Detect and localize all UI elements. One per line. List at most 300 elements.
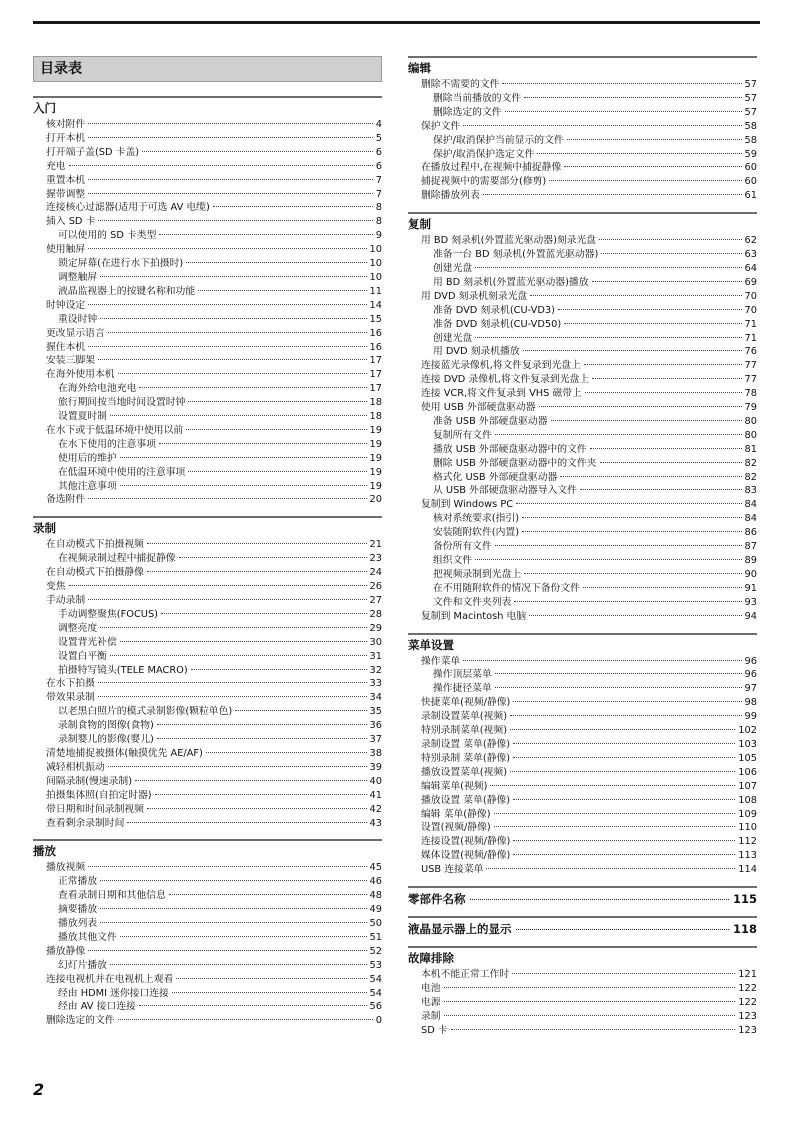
toc-entry-page: 16 bbox=[369, 341, 382, 353]
toc-entry-page: 77 bbox=[744, 374, 757, 386]
toc-entry-page: 99 bbox=[744, 711, 757, 723]
toc-entry[interactable] bbox=[408, 234, 757, 248]
toc-entry[interactable] bbox=[408, 332, 757, 346]
leader-dots bbox=[169, 894, 367, 895]
toc-entry[interactable] bbox=[408, 78, 757, 92]
toc-entry[interactable] bbox=[408, 484, 757, 498]
toc-entry-page: 122 bbox=[738, 982, 757, 994]
toc-major-entry[interactable] bbox=[408, 921, 757, 937]
toc-entry[interactable] bbox=[33, 410, 382, 424]
toc-entry-page: 17 bbox=[369, 383, 382, 395]
toc-entry[interactable] bbox=[408, 696, 757, 710]
toc-entry[interactable] bbox=[408, 1010, 757, 1024]
toc-entry-title: 捕捉视频中的需要部分(修剪) bbox=[421, 176, 547, 188]
section-heading: 播放 bbox=[33, 844, 56, 859]
toc-entry-page: 33 bbox=[369, 678, 382, 690]
toc-entry[interactable] bbox=[408, 668, 757, 682]
leader-dots bbox=[179, 557, 367, 558]
toc-entry[interactable] bbox=[33, 299, 382, 313]
toc-entry-title: 准备 DVD 刻录机(CU-VD50) bbox=[433, 318, 562, 330]
toc-entry[interactable] bbox=[33, 664, 382, 678]
toc-entry-page: 57 bbox=[744, 92, 757, 104]
leader-dots bbox=[110, 964, 367, 965]
toc-entry-title: 保护/取消保护选定文件 bbox=[433, 148, 535, 160]
toc-entry[interactable] bbox=[408, 248, 757, 262]
toc-entry[interactable] bbox=[408, 968, 757, 982]
toc-entry[interactable] bbox=[33, 917, 382, 931]
toc-entry[interactable] bbox=[33, 452, 382, 466]
leader-dots bbox=[88, 346, 366, 347]
leader-dots bbox=[513, 701, 741, 702]
toc-entry-title: 录制婴儿的影像(婴儿) bbox=[58, 734, 154, 746]
toc-entry-title: 设置夏时制 bbox=[58, 411, 107, 423]
toc-entry-page: 84 bbox=[744, 499, 757, 511]
section-rule bbox=[408, 633, 757, 635]
toc-entry[interactable] bbox=[408, 996, 757, 1010]
toc-entry[interactable] bbox=[33, 160, 382, 174]
left-sections bbox=[33, 96, 382, 1028]
big-entries bbox=[408, 886, 757, 937]
toc-entry-title: 以老黑白照片的模式录制影像(颗粒单色) bbox=[58, 706, 233, 718]
toc-entry[interactable] bbox=[408, 738, 757, 752]
toc-entry[interactable] bbox=[33, 789, 382, 803]
toc-entry[interactable] bbox=[408, 582, 757, 596]
toc-entry-page: 43 bbox=[369, 817, 382, 829]
toc-entry-title: 连接 VCR,将文件复录到 VHS 磁带上 bbox=[421, 388, 582, 400]
toc-entry-title: 备份所有文件 bbox=[433, 541, 492, 553]
toc-entry[interactable] bbox=[33, 677, 382, 691]
leader-dots bbox=[88, 950, 366, 951]
leader-dots bbox=[470, 899, 729, 900]
toc-entry-title: 幻灯片播放 bbox=[58, 959, 107, 971]
toc-entry[interactable] bbox=[408, 540, 757, 554]
toc-entry[interactable] bbox=[33, 959, 382, 973]
toc-section bbox=[408, 212, 757, 623]
toc-entry-title: 在水下或于低温环境中使用以前 bbox=[46, 424, 184, 436]
toc-entry-page: 18 bbox=[369, 397, 382, 409]
toc-entry[interactable] bbox=[408, 1024, 757, 1038]
toc-entry[interactable] bbox=[33, 552, 382, 566]
leader-dots bbox=[475, 337, 741, 338]
toc-entry[interactable] bbox=[408, 512, 757, 526]
toc-entry-page: 38 bbox=[369, 747, 382, 759]
toc-entry-page: 39 bbox=[369, 761, 382, 773]
toc-entry-page: 87 bbox=[744, 541, 757, 553]
toc-entry-title: 播放视频 bbox=[46, 862, 86, 874]
toc-entry[interactable] bbox=[33, 1014, 382, 1028]
toc-entry[interactable] bbox=[33, 650, 382, 664]
toc-entry[interactable] bbox=[33, 747, 382, 761]
section-heading: 复制 bbox=[408, 217, 431, 232]
toc-entry-title: 复制到 Macintosh 电脑 bbox=[421, 610, 527, 622]
toc-entry-title: 在视频录制过程中捕捉静像 bbox=[58, 553, 176, 565]
toc-section bbox=[33, 516, 382, 830]
toc-entry[interactable] bbox=[33, 146, 382, 160]
leader-dots bbox=[495, 434, 742, 435]
toc-entry[interactable] bbox=[33, 285, 382, 299]
leader-dots bbox=[88, 866, 366, 867]
leader-dots bbox=[159, 443, 367, 444]
toc-entry-page: 4 bbox=[375, 119, 382, 130]
toc-entry[interactable] bbox=[33, 354, 382, 368]
toc-entry[interactable] bbox=[33, 622, 382, 636]
leader-dots bbox=[139, 1005, 367, 1006]
leader-dots bbox=[585, 392, 742, 393]
toc-section bbox=[408, 946, 757, 1038]
toc-entry[interactable] bbox=[33, 229, 382, 243]
toc-entry-title: 握住本机 bbox=[46, 341, 86, 353]
toc-entry[interactable] bbox=[408, 290, 757, 304]
toc-entry[interactable] bbox=[408, 443, 757, 457]
leader-dots bbox=[159, 234, 372, 235]
toc-entry[interactable] bbox=[33, 382, 382, 396]
toc-entry-title: 特别录制菜单(视频) bbox=[421, 725, 508, 737]
toc-entry[interactable] bbox=[33, 368, 382, 382]
toc-entry-page: 97 bbox=[744, 683, 757, 695]
toc-entry[interactable] bbox=[408, 794, 757, 808]
toc-entry-page: 76 bbox=[744, 346, 757, 358]
toc-entry-page: 45 bbox=[369, 862, 382, 874]
leader-dots bbox=[172, 992, 367, 993]
toc-entry-title: 操作顶层菜单 bbox=[433, 669, 492, 681]
toc-entry-title: 在自动模式下拍摄视频 bbox=[46, 539, 144, 551]
leader-dots bbox=[592, 378, 741, 379]
toc-entry[interactable] bbox=[408, 120, 757, 134]
toc-entry-page: 52 bbox=[369, 945, 382, 957]
toc-entry-title: 文件和文件夹列表 bbox=[433, 596, 512, 608]
toc-entry-page: 19 bbox=[369, 466, 382, 478]
toc-entry-title: 在水下使用的注意事项 bbox=[58, 438, 156, 450]
toc-entry[interactable] bbox=[408, 373, 757, 387]
toc-entry-page: 37 bbox=[369, 734, 382, 746]
toc-entry[interactable] bbox=[408, 752, 757, 766]
toc-entry-title: 其他注意事项 bbox=[58, 480, 117, 492]
toc-entry-page: 90 bbox=[744, 568, 757, 580]
leader-dots bbox=[191, 669, 367, 670]
toc-entry-title: 核对附件 bbox=[46, 119, 86, 130]
leader-dots bbox=[523, 350, 742, 351]
toc-entry-page: 56 bbox=[369, 1001, 382, 1013]
toc-entry[interactable] bbox=[33, 466, 382, 480]
leader-dots bbox=[198, 290, 366, 291]
leader-dots bbox=[502, 83, 741, 84]
toc-entry[interactable] bbox=[408, 655, 757, 669]
toc-entry[interactable] bbox=[408, 471, 757, 485]
leader-dots bbox=[524, 97, 741, 98]
toc-entry-page: 77 bbox=[744, 360, 757, 372]
toc-entry[interactable] bbox=[408, 387, 757, 401]
leader-dots bbox=[127, 822, 366, 823]
toc-entry[interactable] bbox=[33, 118, 382, 132]
toc-entry-title: 重设时钟 bbox=[58, 313, 98, 325]
leader-dots bbox=[539, 406, 742, 407]
toc-entry[interactable] bbox=[408, 780, 757, 794]
toc-entry-title: 使用触屏 bbox=[46, 244, 86, 256]
toc-entry[interactable] bbox=[33, 733, 382, 747]
leader-dots bbox=[120, 485, 367, 486]
toc-entry[interactable] bbox=[408, 554, 757, 568]
toc-entry[interactable] bbox=[408, 429, 757, 443]
toc-entry-page: 30 bbox=[369, 636, 382, 648]
toc-entry-page: 18 bbox=[369, 411, 382, 423]
toc-entry-page: 60 bbox=[744, 176, 757, 188]
toc-entry-title: 正常播放 bbox=[58, 876, 98, 888]
toc-entry-page: 91 bbox=[744, 582, 757, 594]
leader-dots bbox=[120, 641, 367, 642]
leader-dots bbox=[514, 601, 741, 602]
toc-entry[interactable] bbox=[408, 401, 757, 415]
toc-entry-title: 调整亮度 bbox=[58, 622, 98, 634]
toc-entry-page: 109 bbox=[738, 808, 757, 820]
leader-dots bbox=[495, 687, 742, 688]
toc-entry[interactable] bbox=[408, 863, 757, 877]
toc-entry-page: 78 bbox=[744, 388, 757, 400]
toc-entry-title: 用 DVD 刻录机刻录光盘 bbox=[421, 290, 528, 302]
toc-entry-title: 握带调整 bbox=[46, 188, 86, 200]
toc-entry[interactable] bbox=[408, 808, 757, 822]
toc-entry-page: 107 bbox=[738, 780, 757, 792]
leader-dots bbox=[551, 420, 742, 421]
toc-entry[interactable] bbox=[33, 327, 382, 341]
toc-entry[interactable] bbox=[33, 903, 382, 917]
toc-entry[interactable] bbox=[408, 262, 757, 276]
toc-entry-page: 80 bbox=[744, 429, 757, 441]
toc-entry-title: 在低温环境中使用的注意事项 bbox=[58, 466, 186, 478]
toc-entry-title: 删除不需要的文件 bbox=[421, 79, 500, 90]
toc-section bbox=[408, 916, 757, 937]
toc-entry-title: 编辑 菜单(静像) bbox=[421, 808, 491, 820]
toc-entry[interactable] bbox=[408, 161, 757, 175]
toc-entry[interactable] bbox=[408, 345, 757, 359]
toc-entry[interactable] bbox=[33, 201, 382, 215]
toc-entry[interactable] bbox=[33, 580, 382, 594]
toc-entry-page: 20 bbox=[369, 494, 382, 506]
toc-entry-page: 57 bbox=[744, 79, 757, 90]
toc-entry[interactable] bbox=[33, 761, 382, 775]
toc-entry[interactable] bbox=[408, 724, 757, 738]
toc-entry[interactable] bbox=[408, 415, 757, 429]
toc-entry-page: 113 bbox=[738, 850, 757, 862]
toc-entry[interactable] bbox=[33, 424, 382, 438]
toc-entry-title: 液晶监视器上的按键名称和功能 bbox=[58, 285, 196, 297]
toc-entry[interactable] bbox=[33, 817, 382, 831]
toc-entry-title: 保护文件 bbox=[421, 120, 461, 132]
toc-entry[interactable] bbox=[408, 175, 757, 189]
toc-entry[interactable] bbox=[33, 566, 382, 580]
toc-entry[interactable] bbox=[408, 304, 757, 318]
toc-entry-title: 设置(视频/静像) bbox=[421, 822, 491, 834]
toc-entry-page: 103 bbox=[738, 738, 757, 750]
toc-entry[interactable] bbox=[33, 705, 382, 719]
leader-dots bbox=[108, 766, 367, 767]
toc-entry[interactable] bbox=[408, 498, 757, 512]
toc-entry[interactable] bbox=[408, 189, 757, 203]
toc-entry-title: 旅行期间按当地时间设置时钟 bbox=[58, 397, 186, 409]
toc-entry[interactable] bbox=[33, 691, 382, 705]
toc-entry[interactable] bbox=[33, 271, 382, 285]
leader-dots bbox=[69, 165, 373, 166]
toc-entry-title: 查看录制日期和其他信息 bbox=[58, 890, 166, 902]
toc-entry[interactable] bbox=[408, 849, 757, 863]
toc-entry-title: 删除当前播放的文件 bbox=[433, 92, 522, 104]
toc-entry-page: 79 bbox=[744, 402, 757, 414]
toc-entry[interactable] bbox=[408, 359, 757, 373]
toc-major-entry[interactable] bbox=[408, 891, 757, 907]
toc-entry-title: 删除选定的文件 bbox=[46, 1015, 115, 1027]
toc-entry[interactable] bbox=[408, 710, 757, 724]
leader-dots bbox=[98, 359, 367, 360]
toc-entry-page: 19 bbox=[369, 452, 382, 464]
toc-entry[interactable] bbox=[33, 480, 382, 494]
toc-entry-page: 82 bbox=[744, 471, 757, 483]
toc-entry[interactable] bbox=[408, 835, 757, 849]
toc-entry-title: 把视频录制到光盘上 bbox=[433, 568, 522, 580]
toc-entry-page: 98 bbox=[744, 697, 757, 709]
toc-entry[interactable] bbox=[33, 889, 382, 903]
toc-entry[interactable] bbox=[33, 608, 382, 622]
leader-dots bbox=[584, 364, 742, 365]
leader-dots bbox=[88, 123, 373, 124]
toc-section bbox=[408, 886, 757, 907]
toc-entry[interactable] bbox=[33, 215, 382, 229]
leader-dots bbox=[463, 125, 741, 126]
right-sections bbox=[408, 56, 757, 877]
toc-entry-title: 零部件名称 bbox=[408, 892, 466, 907]
toc-entry-title: 删除选定的文件 bbox=[433, 106, 502, 118]
toc-entry[interactable] bbox=[33, 396, 382, 410]
toc-entry-title: 编辑菜单(视频) bbox=[421, 780, 488, 792]
toc-entry[interactable] bbox=[408, 568, 757, 582]
toc-entry[interactable] bbox=[33, 257, 382, 271]
toc-entry[interactable] bbox=[408, 610, 757, 624]
toc-entry-title: 打开端子盖(SD 卡盖) bbox=[46, 146, 140, 158]
toc-entry-title: 保护/取消保护当前显示的文件 bbox=[433, 134, 564, 146]
toc-entry[interactable] bbox=[33, 775, 382, 789]
leader-dots bbox=[592, 281, 742, 282]
toc-entry[interactable] bbox=[408, 766, 757, 780]
toc-entry[interactable] bbox=[33, 636, 382, 650]
toc-entry-page: 10 bbox=[369, 271, 382, 283]
toc-section bbox=[408, 56, 757, 203]
toc-entry[interactable] bbox=[33, 719, 382, 733]
toc-entry[interactable] bbox=[33, 538, 382, 552]
leader-dots bbox=[583, 587, 742, 588]
toc-entry-page: 36 bbox=[369, 720, 382, 732]
toc-entry-page: 106 bbox=[738, 766, 757, 778]
leader-dots bbox=[600, 462, 742, 463]
toc-entry-page: 64 bbox=[744, 262, 757, 274]
leader-dots bbox=[475, 559, 741, 560]
toc-entry[interactable] bbox=[33, 973, 382, 987]
toc-entry-page: 112 bbox=[738, 836, 757, 848]
leader-dots bbox=[601, 253, 741, 254]
toc-entry-page: 17 bbox=[369, 355, 382, 367]
toc-entry-title: 拍摄特写镜头(TELE MACRO) bbox=[58, 664, 188, 676]
toc-entry[interactable] bbox=[408, 682, 757, 696]
toc-entry[interactable] bbox=[33, 188, 382, 202]
leader-dots bbox=[524, 573, 741, 574]
leader-dots bbox=[513, 757, 735, 758]
toc-entry-title: 录制设置 菜单(静像) bbox=[421, 738, 511, 750]
leader-dots bbox=[513, 840, 735, 841]
toc-entry[interactable] bbox=[33, 875, 382, 889]
toc-entry[interactable] bbox=[408, 148, 757, 162]
toc-entry[interactable] bbox=[408, 526, 757, 540]
toc-entry[interactable] bbox=[33, 132, 382, 146]
leader-dots bbox=[88, 179, 373, 180]
toc-entry-page: 46 bbox=[369, 876, 382, 888]
toc-entry[interactable] bbox=[408, 106, 757, 120]
toc-entry[interactable] bbox=[33, 931, 382, 945]
toc-entry-title: 使用后的维护 bbox=[58, 452, 117, 464]
toc-entry-title: 删除播放列表 bbox=[421, 190, 480, 202]
leader-dots bbox=[186, 429, 366, 430]
toc-entry[interactable] bbox=[408, 276, 757, 290]
toc-entry-page: 29 bbox=[369, 622, 382, 634]
toc-entry-page: 8 bbox=[375, 202, 382, 214]
toc-entry-page: 17 bbox=[369, 369, 382, 381]
toc-entry-title: 在播放过程中,在视频中捕捉静像 bbox=[421, 162, 562, 174]
toc-entry-title: 充电 bbox=[46, 160, 66, 172]
toc-entry[interactable] bbox=[33, 493, 382, 507]
leader-dots bbox=[444, 1015, 736, 1016]
toc-entry[interactable] bbox=[408, 318, 757, 332]
toc-entry[interactable] bbox=[33, 313, 382, 327]
toc-entry-title: 准备 DVD 刻录机(CU-VD3) bbox=[433, 304, 555, 316]
toc-entry-page: 63 bbox=[744, 249, 757, 261]
toc-entry-title: 减轻相机振动 bbox=[46, 761, 105, 773]
toc-entry[interactable] bbox=[33, 243, 382, 257]
toc-entry-title: 播放 USB 外部硬盘驱动器中的文件 bbox=[433, 443, 587, 455]
toc-entry-title: 插入 SD 卡 bbox=[46, 216, 96, 228]
toc-entry-page: 54 bbox=[369, 987, 382, 999]
toc-entry-page: 61 bbox=[744, 190, 757, 202]
toc-entry[interactable] bbox=[33, 861, 382, 875]
toc-entry[interactable] bbox=[408, 596, 757, 610]
toc-entry-title: 可以使用的 SD 卡类型 bbox=[58, 230, 157, 242]
toc-entry[interactable] bbox=[33, 803, 382, 817]
toc-entry-title: 安装随附软件(内置) bbox=[433, 527, 520, 539]
toc-entry-page: 69 bbox=[744, 276, 757, 288]
leader-dots bbox=[513, 743, 735, 744]
toc-entry[interactable] bbox=[33, 341, 382, 355]
toc-entry-page: 32 bbox=[369, 664, 382, 676]
toc-entry[interactable] bbox=[408, 457, 757, 471]
leader-dots bbox=[188, 401, 366, 402]
leader-dots bbox=[516, 929, 729, 930]
toc-entry[interactable] bbox=[408, 134, 757, 148]
leader-dots bbox=[100, 880, 366, 881]
toc-entry[interactable] bbox=[408, 92, 757, 106]
toc-entry[interactable] bbox=[408, 821, 757, 835]
toc-entry[interactable] bbox=[33, 438, 382, 452]
toc-entry-title: 连接电视机并在电视机上观看 bbox=[46, 973, 174, 985]
toc-entry-title: 使用 USB 外部硬盘驱动器 bbox=[421, 402, 536, 414]
toc-entry[interactable] bbox=[33, 987, 382, 1001]
toc-entry-title: 在不用随附软件的情况下备份文件 bbox=[433, 582, 580, 594]
toc-entry[interactable] bbox=[33, 1000, 382, 1014]
toc-entry[interactable] bbox=[33, 174, 382, 188]
toc-entry[interactable] bbox=[33, 945, 382, 959]
toc-entry-page: 7 bbox=[375, 188, 382, 200]
toc-entry-page: 94 bbox=[744, 610, 757, 622]
toc-entry-title: 带效果录制 bbox=[46, 692, 95, 704]
section-rule bbox=[33, 516, 382, 518]
left-column bbox=[33, 56, 382, 1037]
toc-entry[interactable] bbox=[408, 982, 757, 996]
toc-entry-page: 70 bbox=[744, 290, 757, 302]
toc-entry[interactable] bbox=[33, 594, 382, 608]
